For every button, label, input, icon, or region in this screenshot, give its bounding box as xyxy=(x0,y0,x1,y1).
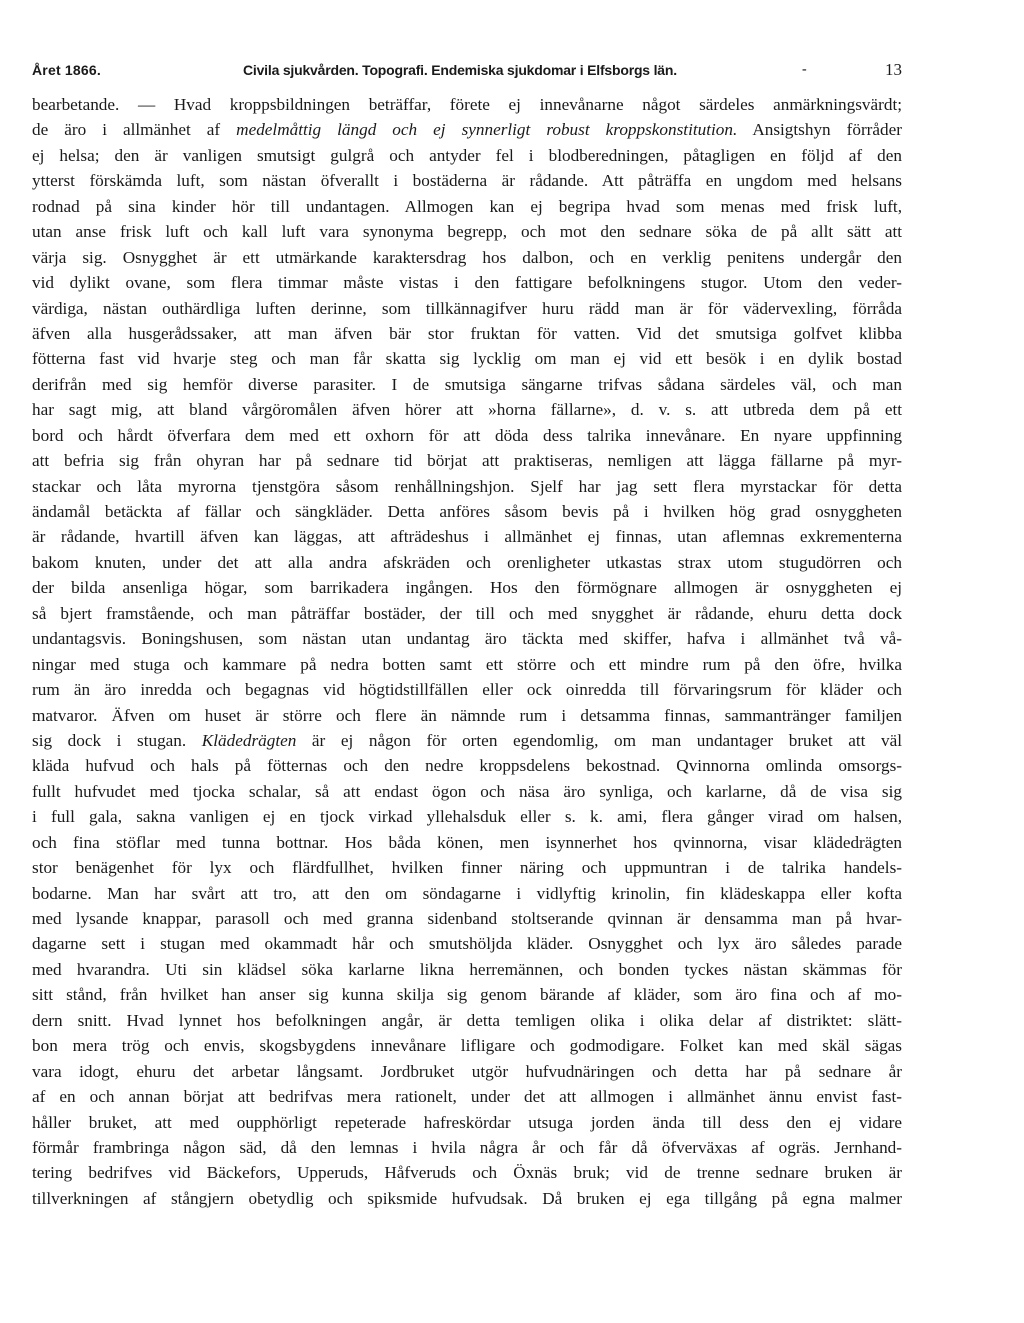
text-line: och fina stöflar med tunna bottnar. Hos båda könen, men isynnerhet hos qvinnorna, visar klädedrägten xyxy=(32,832,902,852)
text-line: tillverkningen af stångjern obetydlig och spiksmide hufvudsak. Då bruken ej ega tillgång på egna malmer xyxy=(32,1188,902,1208)
text-line: rodnad på sina kinder hör till undantagen. Allmogen kan ej begripa hvad som menas med frisk luft, xyxy=(32,196,902,216)
running-head xyxy=(32,58,902,82)
italic-phrase: medelmåttig längd och ej synnerligt robust kroppskonstitution. xyxy=(236,120,738,140)
text-line: ej helsa; den är vanligen smutsigt gulgrå och antyder fel i blodberedningen, påtagligen en följd af den xyxy=(32,145,902,165)
text-run: sig dock i stugan. xyxy=(32,730,202,750)
text-line: fötterna fast vid hvarje steg och man får skatta sig lycklig om man ej vid ett besök i en dylik bostad xyxy=(32,349,902,369)
text-line: bord och hårdt öfverfara dem med ett oxhorn för att döda dess talrika innevånare. En nyare uppfinning xyxy=(32,425,902,445)
text-line xyxy=(32,117,902,142)
text-line: har sagt mig, att bland vårgöromålen äfven hörer att »horna fällarne», d. v. s. att utbreda dem på ett xyxy=(32,400,902,420)
header-section-title: Civila sjukvården. Topografi. Endemiska sjukdomar i Elfsborgs län. xyxy=(243,62,677,78)
text-run: är ej någon för orten egendomlig, om man undantager bruket att väl xyxy=(296,730,902,750)
text-line: att befria sig från ohyran har på sednare tid börjat att praktiseras, nemligen att lägga fällarne på myr- xyxy=(32,451,902,471)
text-line: dagarne sett i stugan med okammadt hår och smutshöljda kläder. Osnygghet och lyx äro således parade xyxy=(32,934,902,954)
text-line: matvaror. Äfven om huset är större och flere än nämnde rum i detsamma finnas, sammantränger familjen xyxy=(32,705,902,725)
text-line: stackar och låta myrorna tjenstgöra såsom renhållningshjon. Sjelf har jag sett flera myrstackar för detta xyxy=(32,476,902,496)
text-line: förmår frambringa någon säd, då den lemnas i hvila några år och får då öfverväxas af ogräs. Jernhand- xyxy=(32,1137,902,1157)
text-line: så bjert framstående, och man påträffar bostäder, der till och med snygghet är rådande, ehuru detta dock xyxy=(32,603,902,623)
header-dot: - xyxy=(802,62,807,77)
text-line: ningar med stuga och kammare på nedra botten samt ett större och ett mindre rum på den öfre, hvilka xyxy=(32,654,902,674)
text-line: är rådande, hvartill äfven kan läggas, att afträdeshus i allmänhet ej finnas, utan aflemnas exkrementerna xyxy=(32,527,902,547)
text-line: rum än äro inredda och begagnas vid högtidstillfällen eller ock oinredda till förvaringsrum för kläder och xyxy=(32,680,902,700)
text-line: med lysande knappar, parasoll och med granna sidenband stoltserande qvinnan är densamma man på hvar- xyxy=(32,909,902,928)
text-run: de äro i allmänhet af xyxy=(32,120,237,140)
text-line xyxy=(32,1211,902,1236)
text-line: äfven alla husgerådssaker, att man äfven bär stor fruktan för vatten. Vid det smutsiga golfvet klibba xyxy=(32,323,902,343)
text-line: dern snitt. Hvad lynnet hos befolkningen angår, är detta temligen olika i olika delar af distriktet: slätt- xyxy=(32,1010,902,1030)
text-line: ändamål betäckta af fällar och sängkläder. Detta anföres såsom bevis på i hvilken hög grad osnyggheten xyxy=(32,502,902,521)
text-line xyxy=(32,728,902,753)
page-number: 13 xyxy=(885,60,902,79)
text-line: bon mera trög och envis, skogsbygdens innevånare lifligare och godmodigare. Folket kan med skäl sägas xyxy=(32,1036,902,1056)
text-line: bakom knuten, under det att alla andra afskräden och orenligheter utkastas strax utom stugudörren och xyxy=(32,552,902,572)
text-line: bodarne. Man har svårt att tro, att den om söndagarne i vidlyftig krinolin, fin klädeskappa eller kofta xyxy=(32,883,902,903)
text-line: i full gala, sakna vanligen ej en tjock virkad yllehalsduk eller s. k. ami, flera gånger virad om halsen, xyxy=(32,807,902,827)
text-line: tering bedrifves vid Bäckefors, Upperuds, Håfveruds och Öxnäs bruk; vid de trenne sednare bruken är xyxy=(32,1163,902,1183)
text-line: ytterst förskämda luft, som nästan öfverallt i bostäderna är rådande. Att påträffa en ungdom med helsans xyxy=(32,171,902,191)
text-line: derifrån med sig hemför diverse parasiter. I de smutsiga sängarne trifvas sådana särdeles väl, och man xyxy=(32,374,902,394)
italic-term: Klädedrägten xyxy=(201,730,297,750)
text-line: fullt hufvudet med tjocka schalar, så att endast ögon och näsa äro synliga, och karlarne, då de visa sig xyxy=(32,781,902,801)
text-line: bearbetande. — Hvad kroppsbildningen beträffar, förete ej innevånarne något särdeles anmärkningsvärdt; xyxy=(32,95,902,114)
text-line: håller bruket, att med oupphörligt repeterade hafreskördar utsuga jorden ända till dess den ej vidare xyxy=(32,1112,902,1132)
text-line: stor benägenhet för lyx och flärdfullhet, hvilken finner näring och uppmuntran i de talrika handels- xyxy=(32,858,902,878)
text-line: kläda hufvud och hals på fötternas och den nedre kroppsdelens bekostnad. Qvinnorna omlinda omsorgs- xyxy=(32,756,902,776)
header-year: Året 1866. xyxy=(32,62,101,78)
text-line: värja sig. Osnygghet är ett utmärkande karaktersdrag hos dalbon, och en verklig penitens undergår den xyxy=(32,247,902,267)
body-text xyxy=(32,92,902,1237)
text-line: värdiga, nästan outhärdliga luften derinne, som tillkännagifver huru rädd man är för vädervexling, förråda xyxy=(32,298,902,318)
text-line: undantagsvis. Boningshusen, som nästan utan undantag äro täckta med skiffer, hafva i allmänhet två vå- xyxy=(32,629,902,649)
text-line: af en och annan börjat att bedrifvas mera rationelt, under det att allmogen i allmänhet ännu envist fast- xyxy=(32,1087,902,1107)
text-line: vara idogt, ehuru det arbetar långsamt. Jordbruket utgör hufvudnäringen och detta har på sednare år xyxy=(32,1061,902,1081)
text-line: med hvarandra. Uti sin klädsel söka karlarne likna herremännen, och bonden tyckes nästan skämmas för xyxy=(32,959,902,979)
text-run: Ansigtshyn förråder xyxy=(737,120,902,140)
text-line: vid dylikt ovane, som flera timmar måste vistas i den fattigare befolkningens stugor. Utom den veder- xyxy=(32,273,902,293)
text-line: der bilda ansenliga högar, som barrikadera ingången. Hos den förmögnare allmogen är osnyggheten ej xyxy=(32,578,902,598)
text-line: sitt stånd, från hvilket han anser sig kunna skilja sig genom bärande af kläder, som äro fina och af mo- xyxy=(32,985,902,1005)
text-line: utan anse frisk luft och kall luft vara synonyma begrepp, och mot den sednare söka de på allt sätt att xyxy=(32,222,902,242)
